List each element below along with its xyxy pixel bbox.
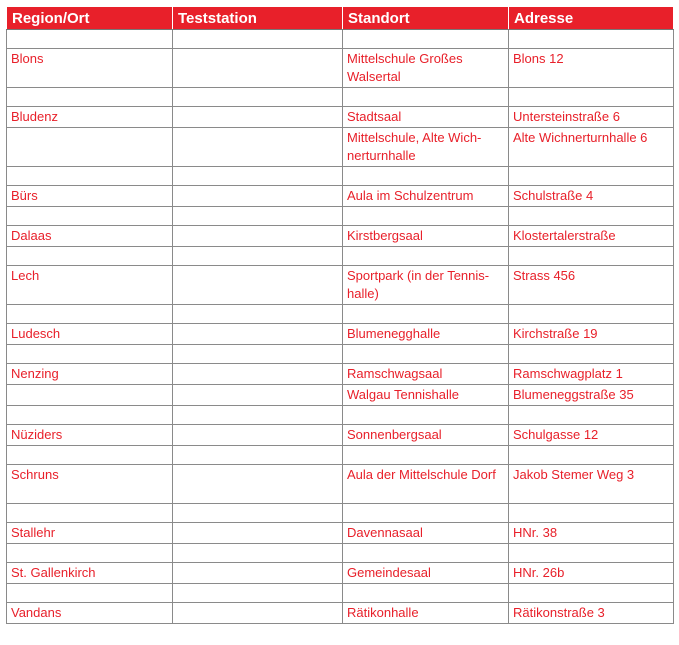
teststation-cell	[173, 49, 343, 88]
adresse-cell	[509, 345, 674, 364]
region-cell	[7, 544, 173, 563]
adresse-cell	[509, 247, 674, 266]
table-row	[7, 266, 674, 305]
teststation-cell	[173, 406, 343, 425]
standort-cell: Sportpark (in der Tennis-halle)	[343, 266, 509, 305]
adresse-cell: Blumeneggstraße 35	[509, 385, 674, 406]
table-spacer-row	[7, 406, 674, 425]
teststation-cell	[173, 465, 343, 504]
adresse-cell: Schulstraße 4	[509, 186, 674, 207]
standort-cell	[343, 446, 509, 465]
teststation-cell	[173, 385, 343, 406]
test-station-table-container	[6, 6, 673, 624]
teststation-cell	[173, 603, 343, 624]
region-cell: Ludesch	[7, 324, 173, 345]
table-row	[7, 128, 674, 167]
standort-cell	[343, 88, 509, 107]
region-cell: Bürs	[7, 186, 173, 207]
teststation-cell	[173, 544, 343, 563]
table-spacer-row	[7, 247, 674, 266]
adresse-cell	[509, 207, 674, 226]
standort-cell: Walgau Tennishalle	[343, 385, 509, 406]
adresse-cell: Jakob Stemer Weg 3	[509, 465, 674, 504]
teststation-cell	[173, 226, 343, 247]
standort-cell: Gemeindesaal	[343, 563, 509, 584]
table-row	[7, 385, 674, 406]
teststation-cell	[173, 364, 343, 385]
adresse-cell	[509, 584, 674, 603]
standort-cell: Sonnenbergsaal	[343, 425, 509, 446]
table-row	[7, 49, 674, 88]
table-row	[7, 603, 674, 624]
teststation-cell	[173, 88, 343, 107]
standort-cell	[343, 544, 509, 563]
adresse-cell: Blons 12	[509, 49, 674, 88]
region-cell	[7, 504, 173, 523]
table-row	[7, 226, 674, 247]
region-cell: Nüziders	[7, 425, 173, 446]
region-cell: Vandans	[7, 603, 173, 624]
teststation-cell	[173, 167, 343, 186]
region-cell	[7, 345, 173, 364]
adresse-cell	[509, 30, 674, 49]
table-row	[7, 324, 674, 345]
teststation-cell	[173, 563, 343, 584]
adresse-cell	[509, 504, 674, 523]
teststation-cell	[173, 305, 343, 324]
table-spacer-row	[7, 345, 674, 364]
standort-cell	[343, 207, 509, 226]
table-row	[7, 523, 674, 544]
teststation-cell	[173, 345, 343, 364]
region-cell: St. Gallenkirch	[7, 563, 173, 584]
header-region: Region/Ort	[7, 7, 173, 30]
adresse-cell: HNr. 26b	[509, 563, 674, 584]
table-row	[7, 186, 674, 207]
table-spacer-row	[7, 504, 674, 523]
teststation-cell	[173, 30, 343, 49]
teststation-cell	[173, 247, 343, 266]
region-cell: Schruns	[7, 465, 173, 504]
header-adresse: Adresse	[509, 7, 674, 30]
standort-cell: Aula der Mittelschule Dorf	[343, 465, 509, 504]
standort-cell	[343, 504, 509, 523]
teststation-cell	[173, 584, 343, 603]
adresse-cell	[509, 305, 674, 324]
teststation-cell	[173, 446, 343, 465]
table-spacer-row	[7, 207, 674, 226]
table-spacer-row	[7, 167, 674, 186]
standort-cell	[343, 406, 509, 425]
region-cell	[7, 88, 173, 107]
region-cell	[7, 167, 173, 186]
teststation-cell	[173, 425, 343, 446]
region-cell	[7, 584, 173, 603]
table-spacer-row	[7, 88, 674, 107]
adresse-cell: Rätikonstraße 3	[509, 603, 674, 624]
test-station-table	[6, 6, 674, 624]
adresse-cell: Strass 456	[509, 266, 674, 305]
teststation-cell	[173, 107, 343, 128]
adresse-cell: Schulgasse 12	[509, 425, 674, 446]
table-spacer-row	[7, 30, 674, 49]
standort-cell: Aula im Schulzentrum	[343, 186, 509, 207]
region-cell	[7, 385, 173, 406]
table-row	[7, 425, 674, 446]
header-teststation: Teststation	[173, 7, 343, 30]
teststation-cell	[173, 324, 343, 345]
adresse-cell	[509, 406, 674, 425]
standort-cell: Mittelschule Großes Walsertal	[343, 49, 509, 88]
adresse-cell	[509, 544, 674, 563]
region-cell: Nenzing	[7, 364, 173, 385]
standort-cell: Ramschwagsaal	[343, 364, 509, 385]
standort-cell: Blumenegghalle	[343, 324, 509, 345]
region-cell	[7, 406, 173, 425]
adresse-cell: Klostertalerstraße	[509, 226, 674, 247]
region-cell: Lech	[7, 266, 173, 305]
standort-cell: Kirstbergsaal	[343, 226, 509, 247]
table-row	[7, 563, 674, 584]
teststation-cell	[173, 523, 343, 544]
adresse-cell	[509, 446, 674, 465]
teststation-cell	[173, 186, 343, 207]
standort-cell	[343, 167, 509, 186]
table-header-row	[7, 7, 674, 30]
region-cell	[7, 247, 173, 266]
table-spacer-row	[7, 446, 674, 465]
standort-cell	[343, 305, 509, 324]
adresse-cell	[509, 88, 674, 107]
adresse-cell: HNr. 38	[509, 523, 674, 544]
table-spacer-row	[7, 305, 674, 324]
adresse-cell	[509, 167, 674, 186]
region-cell	[7, 305, 173, 324]
header-standort: Standort	[343, 7, 509, 30]
table-spacer-row	[7, 544, 674, 563]
region-cell: Bludenz	[7, 107, 173, 128]
standort-cell: Mittelschule, Alte Wich-nerturnhalle	[343, 128, 509, 167]
adresse-cell: Ramschwagplatz 1	[509, 364, 674, 385]
standort-cell: Stadtsaal	[343, 107, 509, 128]
standort-cell: Rätikonhalle	[343, 603, 509, 624]
region-cell	[7, 446, 173, 465]
region-cell: Blons	[7, 49, 173, 88]
table-spacer-row	[7, 584, 674, 603]
adresse-cell: Untersteinstraße 6	[509, 107, 674, 128]
region-cell	[7, 207, 173, 226]
teststation-cell	[173, 128, 343, 167]
standort-cell	[343, 584, 509, 603]
region-cell: Dalaas	[7, 226, 173, 247]
teststation-cell	[173, 207, 343, 226]
adresse-cell: Alte Wichnerturnhalle 6	[509, 128, 674, 167]
table-row	[7, 465, 674, 504]
adresse-cell: Kirchstraße 19	[509, 324, 674, 345]
standort-cell: Davennasaal	[343, 523, 509, 544]
region-cell	[7, 128, 173, 167]
region-cell: Stallehr	[7, 523, 173, 544]
standort-cell	[343, 345, 509, 364]
table-row	[7, 107, 674, 128]
teststation-cell	[173, 266, 343, 305]
teststation-cell	[173, 504, 343, 523]
table-row	[7, 364, 674, 385]
standort-cell	[343, 247, 509, 266]
region-cell	[7, 30, 173, 49]
standort-cell	[343, 30, 509, 49]
table-body	[7, 30, 674, 624]
